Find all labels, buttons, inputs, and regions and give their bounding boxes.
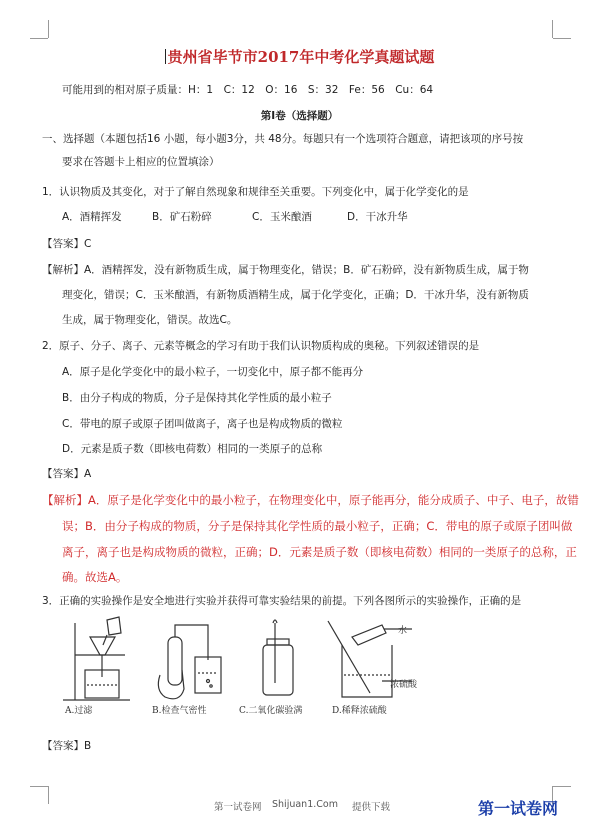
- q1-options: [62, 209, 408, 224]
- q1-analysis-line-3: 生成，属于物理变化，错误。故选C。: [62, 314, 238, 326]
- figure-b-airtightness: [150, 615, 240, 725]
- crop-mark: [553, 786, 571, 787]
- figure-d-label-acid: 浓硫酸: [390, 680, 418, 690]
- instructions-line-1: 一、选择题（本题包括16 小题，每小题3分，共 48分。每题只有一个选项符合题意，请把该项的序号按: [42, 133, 524, 145]
- crop-mark: [48, 786, 49, 804]
- q2-option-a: A．原子是化学变化中的最小粒子，一切变化中，原子都不能再分: [62, 366, 364, 378]
- q2-analysis-line-2: 误；B．由分子构成的物质，分子是保持其化学性质的最小粒子，正确；C．带电的原子或原子团叫做: [62, 519, 573, 533]
- document-title: [0, 46, 599, 67]
- figure-b-caption: B.检查气密性: [152, 706, 207, 716]
- figure-d-label-water: 水: [398, 626, 408, 636]
- q3-stem: 3．正确的实验操作是安全地进行实验并获得可靠实验结果的前提。下列各图所示的实验操作，正确的是: [42, 595, 522, 607]
- q2-option-d: D．元素是质子数（即核电荷数）相同的一类原子的总称: [62, 443, 323, 455]
- q3-answer: 【答案】B: [42, 740, 92, 752]
- figure-a-caption: A.过滤: [65, 706, 93, 716]
- q2-analysis-line-3: 离子，离子也是构成物质的微粒，正确；D．元素是质子数（即核电荷数）相同的一类原子的总称，正: [62, 545, 577, 559]
- brand-logo-text: 第一试卷网: [478, 799, 559, 818]
- q1-analysis-line-1: 【解析】A．酒精挥发，没有新物质生成，属于物理变化，错误；B．矿石粉碎，没有新物质生成，属于物: [42, 264, 529, 276]
- dilution-apparatus-icon: [322, 615, 432, 715]
- q1-answer: 【答案】C: [42, 238, 92, 250]
- figure-d-caption: D.稀释浓硫酸: [332, 706, 387, 716]
- text-cursor: [165, 49, 166, 64]
- document-title-text: 贵州省毕节市2017年中考化学真题试题: [167, 48, 435, 66]
- q1-option-a: A．酒精挥发: [62, 211, 122, 223]
- q2-option-b: B．由分子构成的物质，分子是保持其化学性质的最小粒子: [62, 392, 332, 404]
- crop-mark: [48, 20, 49, 38]
- figure-a-filtration: [55, 615, 145, 725]
- q2-stem: 2．原子、分子、离子、元素等概念的学习有助于我们认识物质构成的奥秘。下列叙述错误的是: [42, 340, 480, 352]
- q2-analysis-line-1: 【解析】A．原子是化学变化中的最小粒子，在物理变化中，原子能再分，能分成质子、中子、电子，故错: [42, 493, 579, 507]
- footer-site-name: 第一试卷网: [214, 802, 262, 813]
- q1-option-b: B．矿石粉碎: [152, 211, 212, 223]
- crop-mark: [30, 38, 48, 39]
- q1-option-d: D．干冰升华: [347, 211, 408, 223]
- crop-mark: [552, 20, 553, 38]
- figure-d-dilution: [322, 615, 432, 725]
- crop-mark: [30, 786, 48, 787]
- q1-option-c: C．玉米酿酒: [252, 211, 312, 223]
- instructions-line-2: 要求在答题卡上相应的位置填涂）: [62, 156, 220, 168]
- airtightness-apparatus-icon: [150, 615, 240, 715]
- q2-analysis-line-4: 确。故选A。: [62, 570, 128, 584]
- filtration-apparatus-icon: [55, 615, 145, 715]
- crop-mark: [553, 38, 571, 39]
- q1-stem: 1．认识物质及其变化，对于了解自然现象和规律至关重要。下列变化中，属于化学变化的是: [42, 186, 469, 198]
- q2-answer: 【答案】A: [42, 468, 92, 480]
- figure-c-caption: C.二氧化碳验满: [239, 706, 303, 716]
- footer-provided-by: 提供下载: [352, 802, 391, 813]
- section-title: 第Ⅰ卷（选择题）: [260, 110, 339, 122]
- q1-analysis-line-2: 理变化，错误；C．玉米酿酒，有新物质酒精生成，属于化学变化，正确；D．干冰升华，没有新物质: [62, 289, 529, 301]
- footer-site-url[interactable]: Shijuan1.Com: [272, 799, 338, 810]
- q2-option-c: C．带电的原子或原子团叫做离子，离子也是构成物质的微粒: [62, 418, 343, 430]
- atomic-masses: 可能用到的相对原子质量：H：1 C：12 O：16 S：32 Fe：56 Cu：64: [62, 84, 434, 96]
